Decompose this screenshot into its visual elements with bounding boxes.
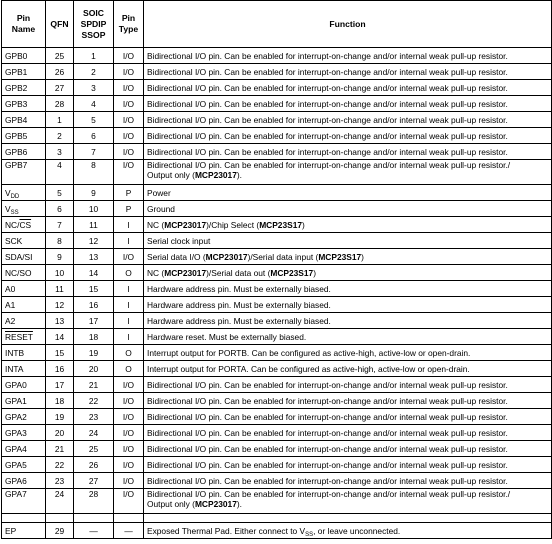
pin-type: I (114, 313, 144, 329)
qfn-number: 1 (46, 112, 74, 128)
qfn-number: 26 (46, 64, 74, 80)
pin-function: Bidirectional I/O pin. Can be enabled for interrupt-on-change and/or internal weak pull-up resistor. (144, 409, 552, 425)
table-row (2, 48, 552, 64)
pin-type: — (114, 523, 144, 539)
pin-function: Bidirectional I/O pin. Can be enabled for interrupt-on-change and/or internal weak pull-up resistor. (144, 112, 552, 128)
pin-function: Hardware address pin. Must be externally biased. (144, 281, 552, 297)
header-function: Function (144, 1, 552, 48)
pin-function: Power (144, 185, 552, 201)
soic-number: 13 (74, 249, 114, 265)
function-subscript: SS (305, 531, 314, 538)
function-text: ). (236, 499, 242, 509)
pin-type: P (114, 201, 144, 217)
qfn-number: 24 (46, 489, 74, 514)
soic-number: 18 (74, 329, 114, 345)
soic-number: 10 (74, 201, 114, 217)
qfn-number: 7 (46, 217, 74, 233)
pin-function: Bidirectional I/O pin. Can be enabled for interrupt-on-change and/or internal weak pull-up resistor. (144, 96, 552, 112)
pin-function: Bidirectional I/O pin. Can be enabled for interrupt-on-change and/or internal weak pull-up resistor. (144, 441, 552, 457)
pin-name: GPA1 (2, 393, 46, 409)
table-row (2, 425, 552, 441)
pin-name: GPB5 (2, 128, 46, 144)
soic-number: 23 (74, 409, 114, 425)
pin-function: Bidirectional I/O pin. Can be enabled for interrupt-on-change and/or internal weak pull-up resistor. (144, 48, 552, 64)
function-text: NC ( (147, 219, 165, 230)
pin-type: I/O (114, 128, 144, 144)
table-row (2, 409, 552, 425)
table-row (2, 441, 552, 457)
table-row (2, 64, 552, 80)
table-row (2, 377, 552, 393)
qfn-number: 21 (46, 441, 74, 457)
pin-name-main: V (5, 187, 11, 198)
soic-number: 12 (74, 233, 114, 249)
soic-number: 9 (74, 185, 114, 201)
qfn-number: 17 (46, 377, 74, 393)
pin-type: I (114, 281, 144, 297)
pin-name: GPA2 (2, 409, 46, 425)
pin-name-main: NC/ (5, 219, 20, 230)
pin-function: Bidirectional I/O pin. Can be enabled for interrupt-on-change and/or internal weak pull-up resistor. (144, 80, 552, 96)
qfn-number: 20 (46, 425, 74, 441)
pin-function: Interrupt output for PORTA. Can be configured as active-high, active-low or open-drain. (144, 361, 552, 377)
pin-type: I/O (114, 160, 144, 185)
pin-function: Hardware reset. Must be externally biased. (144, 329, 552, 345)
spacer-cell (2, 514, 46, 523)
qfn-number: 27 (46, 80, 74, 96)
pin-function: Hardware address pin. Must be externally biased. (144, 313, 552, 329)
function-text: NC ( (147, 267, 165, 278)
part-number: MCP23017 (164, 219, 207, 230)
pin-type: I/O (114, 377, 144, 393)
qfn-number: 5 (46, 185, 74, 201)
spacer-cell (144, 514, 552, 523)
qfn-number: 4 (46, 160, 74, 185)
pin-type: I/O (114, 96, 144, 112)
table-row (2, 80, 552, 96)
pin-name (2, 217, 46, 233)
pin-function: Bidirectional I/O pin. Can be enabled for interrupt-on-change and/or internal weak pull-up resistor. (144, 144, 552, 160)
pin-type: I/O (114, 64, 144, 80)
function-text: Bidirectional I/O pin. Can be enabled for interrupt-on-change and/or internal weak pull-up resistor./ (147, 489, 511, 499)
pin-name: GPB4 (2, 112, 46, 128)
soic-number: 11 (74, 217, 114, 233)
qfn-number: 23 (46, 473, 74, 489)
pin-name: A1 (2, 297, 46, 313)
function-text: Exposed Thermal Pad. Either connect to V (147, 525, 306, 536)
pin-name: GPB3 (2, 96, 46, 112)
table-row (2, 217, 552, 233)
qfn-number: 8 (46, 233, 74, 249)
table-row (2, 473, 552, 489)
function-text: )/Serial data out ( (206, 267, 271, 278)
qfn-number: 13 (46, 313, 74, 329)
soic-number: 26 (74, 457, 114, 473)
pin-type: I/O (114, 473, 144, 489)
pin-name: GPA6 (2, 473, 46, 489)
function-text: )/Chip Select ( (206, 219, 260, 230)
soic-number: 17 (74, 313, 114, 329)
pin-type: O (114, 345, 144, 361)
pin-name-subscript: SS (10, 209, 19, 216)
function-text: )/Serial data input ( (247, 251, 319, 262)
pin-type: I (114, 217, 144, 233)
pin-name: EP (2, 523, 46, 539)
pin-type: I/O (114, 393, 144, 409)
table-row (2, 489, 552, 514)
pin-name: SDA/SI (2, 249, 46, 265)
soic-number: 24 (74, 425, 114, 441)
table-row (2, 457, 552, 473)
pin-type: I/O (114, 112, 144, 128)
qfn-number: 28 (46, 96, 74, 112)
spacer-cell (46, 514, 74, 523)
table-row (2, 313, 552, 329)
header-qfn: QFN (46, 1, 74, 48)
function-text: Output only ( (147, 170, 195, 180)
pin-function-table (1, 0, 552, 539)
table-row (2, 297, 552, 313)
soic-number: 4 (74, 96, 114, 112)
soic-number: 5 (74, 112, 114, 128)
function-text: ) (313, 267, 316, 278)
pin-type: I/O (114, 144, 144, 160)
function-text: Serial data I/O ( (147, 251, 206, 262)
pin-name-overline: RESET (5, 331, 33, 342)
pin-type: I/O (114, 425, 144, 441)
table-row (2, 329, 552, 345)
soic-number: 1 (74, 48, 114, 64)
spacer-cell (114, 514, 144, 523)
qfn-number: 2 (46, 128, 74, 144)
pin-type: I/O (114, 457, 144, 473)
soic-number: 21 (74, 377, 114, 393)
pin-function (144, 160, 552, 185)
table-row (2, 281, 552, 297)
qfn-number: 3 (46, 144, 74, 160)
pin-function (144, 489, 552, 514)
function-text: Output only ( (147, 499, 195, 509)
qfn-number: 22 (46, 457, 74, 473)
spacer-row (2, 514, 552, 523)
pin-name (2, 329, 46, 345)
table-row (2, 361, 552, 377)
part-number: MCP23017 (205, 251, 248, 262)
pin-function (144, 217, 552, 233)
qfn-number: 6 (46, 201, 74, 217)
soic-number: 14 (74, 265, 114, 281)
pin-type: I/O (114, 80, 144, 96)
table-row (2, 249, 552, 265)
soic-number: 27 (74, 473, 114, 489)
table-row (2, 201, 552, 217)
pin-type: O (114, 361, 144, 377)
part-number: MCP23S17 (318, 251, 362, 262)
qfn-number: 18 (46, 393, 74, 409)
pin-function (144, 249, 552, 265)
pin-name: GPB6 (2, 144, 46, 160)
qfn-number: 16 (46, 361, 74, 377)
function-text: Bidirectional I/O pin. Can be enabled for interrupt-on-change and/or internal weak pull-up resistor./ (147, 160, 511, 170)
spacer-cell (74, 514, 114, 523)
soic-number: 6 (74, 128, 114, 144)
pin-name (2, 201, 46, 217)
soic-number: 15 (74, 281, 114, 297)
qfn-number: 9 (46, 249, 74, 265)
pin-function: Hardware address pin. Must be externally biased. (144, 297, 552, 313)
pin-name (2, 185, 46, 201)
pin-type: I/O (114, 249, 144, 265)
pin-type: I/O (114, 409, 144, 425)
part-number: MCP23S17 (259, 219, 303, 230)
pin-name: GPB7 (2, 160, 46, 185)
qfn-number: 15 (46, 345, 74, 361)
table-row (2, 160, 552, 185)
pin-name-main: V (5, 203, 11, 214)
pin-name: GPB0 (2, 48, 46, 64)
header-soic-spdip-ssop: SOIC SPDIP SSOP (74, 1, 114, 48)
pin-type: P (114, 185, 144, 201)
part-number: MCP23017 (194, 499, 237, 509)
pin-function (144, 523, 552, 539)
part-number: MCP23017 (164, 267, 207, 278)
pin-name: A0 (2, 281, 46, 297)
pin-function: Bidirectional I/O pin. Can be enabled for interrupt-on-change and/or internal weak pull-up resistor. (144, 425, 552, 441)
table-row (2, 128, 552, 144)
function-text: , or leave unconnected. (313, 525, 401, 536)
header-pin-name: Pin Name (2, 1, 46, 48)
soic-number: 7 (74, 144, 114, 160)
pin-function: Bidirectional I/O pin. Can be enabled for interrupt-on-change and/or internal weak pull-up resistor. (144, 377, 552, 393)
pin-type: I (114, 329, 144, 345)
pin-function: Bidirectional I/O pin. Can be enabled for interrupt-on-change and/or internal weak pull-up resistor. (144, 393, 552, 409)
table-row (2, 393, 552, 409)
pin-name: GPA5 (2, 457, 46, 473)
function-text: ). (236, 170, 242, 180)
table-header-row (2, 1, 552, 48)
pin-name: GPA0 (2, 377, 46, 393)
soic-number: 19 (74, 345, 114, 361)
qfn-number: 19 (46, 409, 74, 425)
pin-function (144, 265, 552, 281)
pin-function: Serial clock input (144, 233, 552, 249)
soic-number: 3 (74, 80, 114, 96)
pin-type: I/O (114, 48, 144, 64)
soic-number: 20 (74, 361, 114, 377)
soic-number: 25 (74, 441, 114, 457)
soic-number: — (74, 523, 114, 539)
pin-function: Bidirectional I/O pin. Can be enabled for interrupt-on-change and/or internal weak pull-up resistor. (144, 457, 552, 473)
pin-function: Bidirectional I/O pin. Can be enabled for interrupt-on-change and/or internal weak pull-up resistor. (144, 64, 552, 80)
soic-number: 2 (74, 64, 114, 80)
pin-function: Interrupt output for PORTB. Can be configured as active-high, active-low or open-drain. (144, 345, 552, 361)
header-pin-type: Pin Type (114, 1, 144, 48)
pin-name: GPA7 (2, 489, 46, 514)
soic-number: 22 (74, 393, 114, 409)
table-row (2, 265, 552, 281)
pin-name: NC/SO (2, 265, 46, 281)
function-text: ) (361, 251, 364, 262)
pin-name: SCK (2, 233, 46, 249)
soic-number: 8 (74, 160, 114, 185)
pin-type: I (114, 297, 144, 313)
pin-function: Bidirectional I/O pin. Can be enabled for interrupt-on-change and/or internal weak pull-up resistor. (144, 128, 552, 144)
qfn-number: 10 (46, 265, 74, 281)
qfn-number: 25 (46, 48, 74, 64)
pin-name-subscript: DD (10, 193, 20, 200)
qfn-number: 29 (46, 523, 74, 539)
table-row (2, 233, 552, 249)
pin-name: INTB (2, 345, 46, 361)
qfn-number: 11 (46, 281, 74, 297)
soic-number: 16 (74, 297, 114, 313)
pin-name: GPA4 (2, 441, 46, 457)
pin-name: GPA3 (2, 425, 46, 441)
table-row (2, 96, 552, 112)
pin-function: Bidirectional I/O pin. Can be enabled for interrupt-on-change and/or internal weak pull-up resistor. (144, 473, 552, 489)
pin-name-overline: $\overline{CS}$ (19, 219, 32, 230)
function-text: ) (302, 219, 305, 230)
pin-function: Ground (144, 201, 552, 217)
pin-type: I (114, 233, 144, 249)
pin-type: O (114, 265, 144, 281)
pin-type: I/O (114, 441, 144, 457)
table-row (2, 112, 552, 128)
qfn-number: 12 (46, 297, 74, 313)
pin-name: GPB1 (2, 64, 46, 80)
table-row (2, 523, 552, 539)
soic-number: 28 (74, 489, 114, 514)
qfn-number: 14 (46, 329, 74, 345)
part-number: MCP23017 (194, 170, 237, 180)
pin-name: INTA (2, 361, 46, 377)
pin-type: I/O (114, 489, 144, 514)
part-number: MCP23S17 (270, 267, 314, 278)
pin-name: A2 (2, 313, 46, 329)
table-row (2, 144, 552, 160)
pin-name: GPB2 (2, 80, 46, 96)
table-row (2, 345, 552, 361)
table-row (2, 185, 552, 201)
